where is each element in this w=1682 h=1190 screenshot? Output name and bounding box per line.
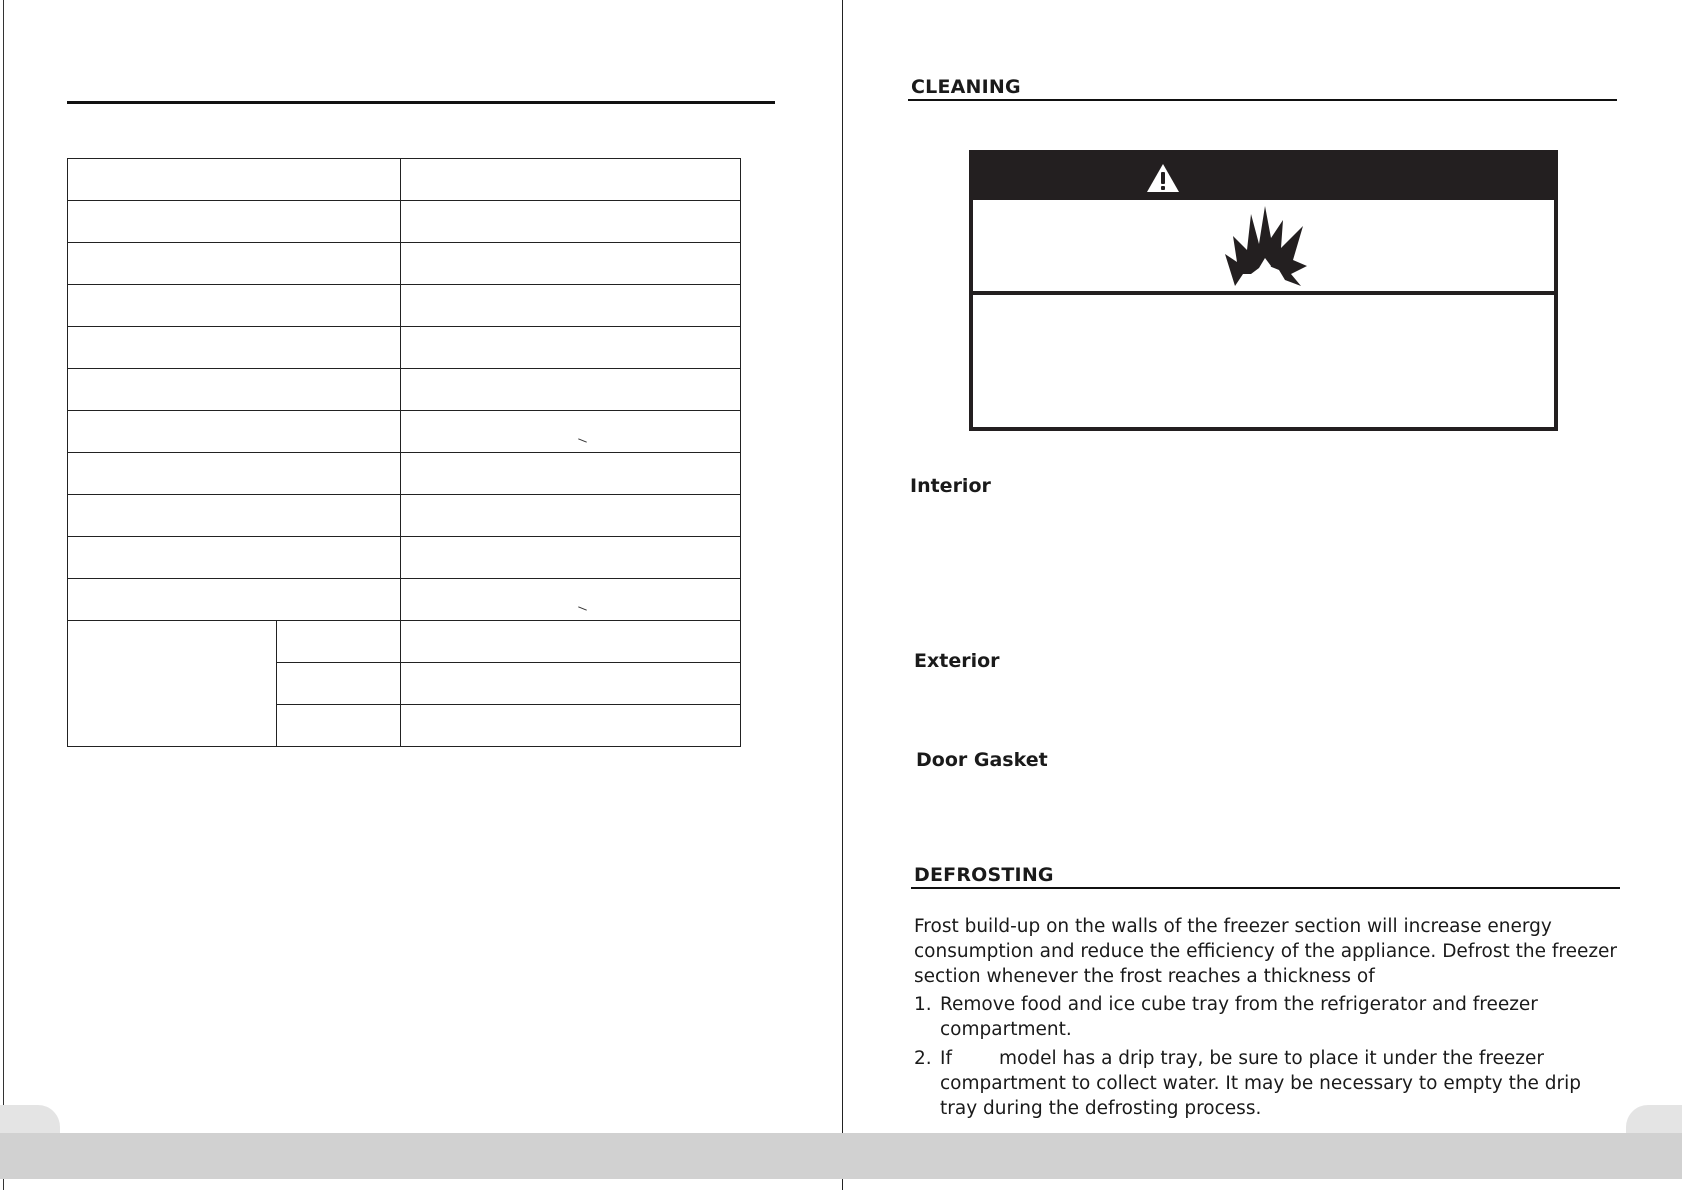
step-text: Remove food and ice cube tray from the refrigerator and freezer compartment. — [940, 994, 1538, 1040]
table-cell — [68, 579, 401, 621]
table-cell — [277, 663, 401, 705]
range-mark — [578, 606, 587, 610]
table-cell — [401, 201, 741, 243]
table-cell — [68, 285, 401, 327]
exterior-heading: Exterior — [914, 650, 1000, 672]
table-cell — [68, 495, 401, 537]
table-cell — [401, 663, 741, 705]
cleaning-heading: CLEANING — [911, 76, 1021, 98]
table-cell — [401, 495, 741, 537]
warning-box — [969, 150, 1558, 431]
table-cell — [68, 201, 401, 243]
table-cell — [401, 705, 741, 747]
table-cell — [401, 411, 741, 453]
table-row — [68, 159, 741, 201]
table-cell — [68, 159, 401, 201]
defrosting-steps — [914, 992, 1624, 1125]
warning-divider — [973, 291, 1554, 295]
defrosting-heading: DEFROSTING — [914, 864, 1054, 886]
specifications-table — [67, 158, 741, 747]
table-row — [68, 453, 741, 495]
table-cell — [68, 453, 401, 495]
step-text: If model has a drip tray, be sure to place it under the freezer compartment to collect water. It may be necessary to empty the drip tray during the defrosting process. — [940, 1048, 1587, 1119]
table-cell — [401, 285, 741, 327]
table-cell — [401, 369, 741, 411]
left-page-edge — [3, 0, 4, 1190]
warning-header-bar — [973, 154, 1554, 200]
table-row — [68, 411, 741, 453]
table-cell — [401, 327, 741, 369]
table-cell — [401, 453, 741, 495]
door-gasket-heading: Door Gasket — [916, 749, 1048, 771]
table-row — [68, 201, 741, 243]
step-number: 1. — [914, 994, 932, 1015]
page-spine — [842, 0, 843, 1190]
range-mark — [578, 438, 587, 442]
table-cell — [68, 327, 401, 369]
table-cell — [68, 621, 277, 747]
table-cell — [401, 621, 741, 663]
warning-triangle-icon — [1145, 162, 1181, 194]
table-cell — [68, 243, 401, 285]
list-item — [914, 992, 1624, 1042]
explosion-icon — [1221, 204, 1307, 288]
left-page-heading-rule — [67, 101, 775, 104]
interior-heading: Interior — [910, 475, 991, 497]
table-cell — [68, 537, 401, 579]
table-cell — [401, 159, 741, 201]
table-cell — [277, 621, 401, 663]
table-row — [68, 243, 741, 285]
table-cell — [401, 243, 741, 285]
defrosting-heading-rule — [911, 887, 1620, 889]
footer-band — [0, 1133, 1682, 1179]
table-cell — [401, 579, 741, 621]
list-item — [914, 1046, 1624, 1121]
table-row — [68, 327, 741, 369]
step-number: 2. — [914, 1048, 932, 1069]
table-cell — [68, 411, 401, 453]
table-row — [68, 495, 741, 537]
table-row — [68, 537, 741, 579]
table-row — [68, 579, 741, 621]
table-row — [68, 621, 741, 663]
table-cell — [401, 537, 741, 579]
table-row — [68, 369, 741, 411]
table-cell — [68, 369, 401, 411]
table-row — [68, 285, 741, 327]
defrosting-intro: Frost build-up on the walls of the freezer section will increase energy consumption and reduce the efficiency of the appliance. Defrost the freezer section whenever the frost reaches a thickness of — [914, 916, 1618, 987]
cleaning-heading-rule — [908, 99, 1617, 101]
table-cell — [277, 705, 401, 747]
